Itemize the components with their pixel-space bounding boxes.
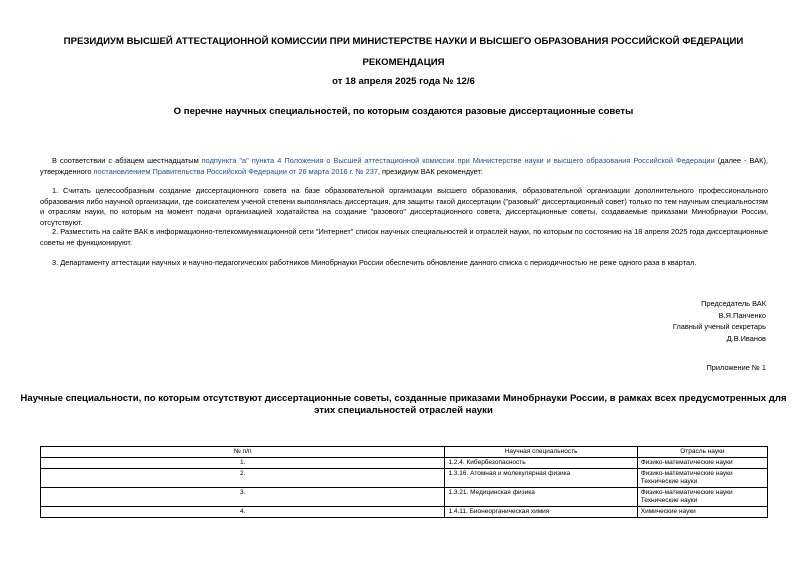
document-type: РЕКОМЕНДАЦИЯ (362, 57, 445, 68)
row-branch (637, 469, 767, 488)
row-number: 2. (41, 469, 445, 488)
table-row (41, 458, 768, 469)
secretary-title: Главный ученый секретарь (672, 322, 766, 332)
row-specialty: 1.3.16. Атомная и молекулярная физика (445, 469, 637, 488)
table-row (41, 507, 768, 518)
row-number: 4. (41, 507, 445, 518)
secretary-name: Д.В.Иванов (726, 333, 766, 343)
preamble-text-2: (далее - ВАК), утвержденного (40, 156, 768, 176)
regulation-link[interactable]: подпункта "а" пункта 4 Положения о Высшей аттестационной комиссии при Министерстве науки и высшего образования Российской Федерации (201, 156, 715, 165)
government-decree-link[interactable]: постановлением Правительства Российской Федерации от 26 марта 2016 г. № 237 (93, 166, 378, 176)
table-row (41, 488, 768, 507)
specialties-table (40, 446, 768, 518)
item-2-paragraph: 2. Разместить на сайте ВАК в информационно-телекоммуникационной сети "Интернет" список научных специальностей и отраслей науки, по которым по состоянию на 18 апреля 2025 года диссертационные советы не функционируют. (40, 227, 768, 247)
table-row (41, 469, 768, 488)
row-branch (637, 488, 767, 507)
row-number: 3. (41, 488, 445, 507)
item-3-paragraph: 3. Департаменту аттестации научных и научно-педагогических работников Минобрнауки России обеспечить обновление данного списка с периодичностью не реже одного раза в квартал. (52, 258, 697, 267)
issuing-authority: ПРЕЗИДИУМ ВЫСШЕЙ АТТЕСТАЦИОННОЙ КОМИССИИ ПРИ МИНИСТЕРСТВЕ НАУКИ И ВЫСШЕГО ОБРАЗОВАНИЯ РОССИЙСКОЙ ФЕДЕРАЦИИ (63, 36, 744, 47)
branch-line: Физико-математические науки (640, 459, 733, 466)
row-specialty: 1.2.4. Кибербезопасность (445, 458, 637, 469)
branch-line: Химические науки (640, 508, 696, 515)
document-date-number: от 18 апреля 2025 года № 12/6 (332, 76, 475, 87)
preamble-text-3: , президиум ВАК рекомендует: (377, 166, 483, 176)
row-branch (637, 507, 767, 518)
appendix-title: Научные специальности, по которым отсутствуют диссертационные советы, созданные приказами Минобрнауки России, в рамках всех предусмотренных для этих специальностей отраслей науки (20, 393, 787, 416)
chair-name: В.Я.Панченко (718, 310, 766, 320)
appendix-number: Приложение № 1 (706, 363, 766, 372)
signature-block (673, 298, 766, 344)
row-number: 1. (41, 458, 445, 469)
column-header-branch: Отрасль науки (637, 447, 767, 458)
preamble-paragraph (40, 156, 768, 177)
row-branch (637, 458, 767, 469)
branch-line: Физико-математические науки (640, 470, 733, 477)
column-header-specialty: Научная специальность (445, 447, 637, 458)
branch-line: Физико-математические науки (640, 489, 733, 496)
column-header-number: № п/п (41, 447, 445, 458)
preamble-text-1: В соответствии с абзацем шестнадцатым (52, 156, 202, 165)
item-1-paragraph: 1. Считать целесообразным создание диссертационного совета на базе образовательной организации высшего образования, образовательной организации дополнительного профессионального образования либо научной организации, где соискателем ученой степени выполнялась диссертация, для защиты такой диссертации ("разовый" диссертационный совет) только по тем научным специальностям и отраслям науки, по которым на момент подачи организацией ходатайства на создание "разового" диссертационного совета, диссертационные советы, создаваемые приказами Минобрнауки России, отсутствуют. (40, 186, 768, 227)
row-specialty: 1.3.21. Медицинская физика (445, 488, 637, 507)
branch-line: Технические науки (640, 497, 698, 504)
document-subject: О перечне научных специальностей, по которым создаются разовые диссертационные советы (173, 106, 634, 117)
branch-line: Технические науки (640, 478, 698, 485)
row-specialty: 1.4.11. Бионеорганическая химия (445, 507, 637, 518)
table-header-row (41, 447, 768, 458)
chair-title: Председатель ВАК (701, 299, 766, 308)
